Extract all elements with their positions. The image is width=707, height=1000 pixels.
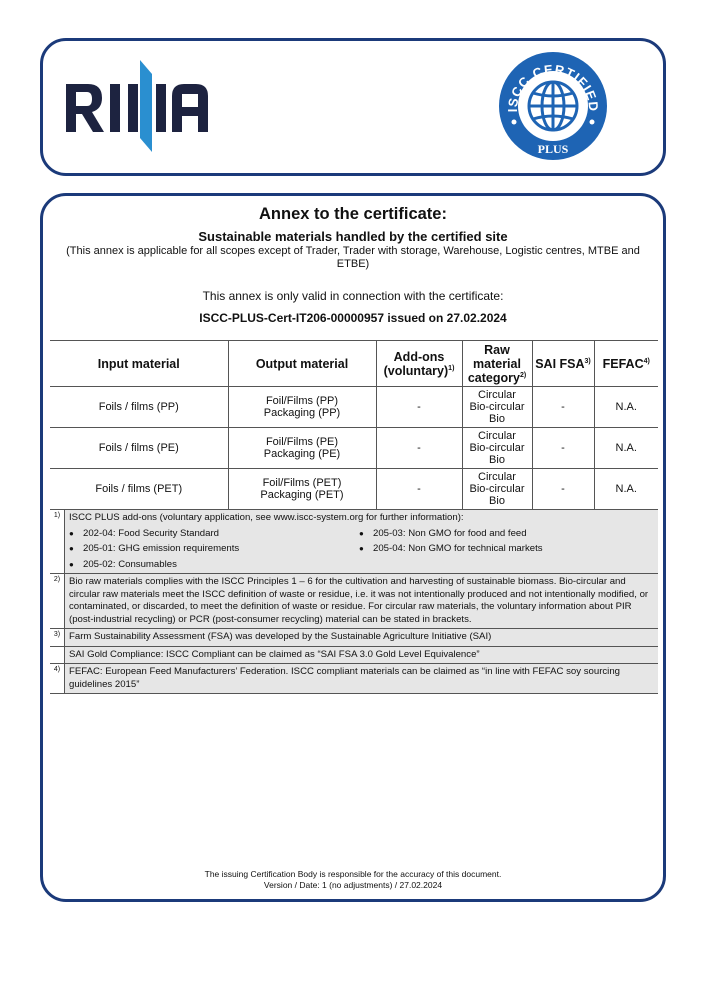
bullet-icon: ● — [359, 544, 364, 553]
valid-text: This annex is only valid in connection with the certificate: — [202, 289, 504, 303]
footer — [50, 869, 656, 891]
certificate-line: ISCC-PLUS-Cert-IT206-00000957 issued on 27.02.2024 — [199, 311, 507, 325]
cell-sai: - — [532, 428, 594, 469]
annex-subtitle: Sustainable materials handled by the certified site — [198, 229, 508, 244]
footer-responsibility: The issuing Certification Body is responsible for the accuracy of this document. — [204, 869, 502, 879]
table-row — [50, 428, 658, 469]
list-item: ● 205-03: Non GMO for food and feed — [359, 527, 527, 539]
footnote-4 — [50, 664, 658, 694]
cell-raw: Circular Bio-circular Bio — [462, 428, 532, 469]
cell-input: Foils / films (PET) — [50, 469, 228, 510]
list-item: ● 205-01: GHG emission requirements — [69, 543, 240, 554]
header-addons: Add-ons (voluntary)$^{1)}$ — [376, 341, 462, 387]
header-output-material: Output material — [228, 341, 376, 387]
logo-text: RINA — [64, 56, 67, 57]
footnote-text: Bio raw materials complies with the ISCC Principles 1 – 6 for the cultivation and harvesting of sustainable biomass. Bio-circular and circular raw materials meet the ISCC definition of waste or residue, i.e. it was not intentionally produced and not intentionally modified, or contaminated, or discarded, to meet the definition of waste or residue. For circular raw materials, the voluntary information about PIR (post-industrial recycling) or PCR (post-consumer recycling) material can be stated in brackets. — [65, 574, 658, 628]
cell-input: Foils / films (PP) — [50, 387, 228, 428]
cell-addons: - — [376, 387, 462, 428]
list-item: ● 202-04: Food Security Standard — [69, 527, 219, 539]
table-header-row — [50, 341, 658, 387]
cell-input: Foils / films (PE) — [50, 428, 228, 469]
footnotes — [50, 510, 658, 694]
footer-version: Version / Date: 1 (no adjustments) / 27.02.2024 — [263, 880, 443, 890]
addon-list — [69, 528, 654, 572]
footnote-2 — [50, 574, 658, 629]
footnote-text: SAI Gold Compliance: ISCC Compliant can be claimed as “SAI FSA 3.0 Gold Level Equivalence” — [65, 647, 658, 664]
cell-addons: - — [376, 469, 462, 510]
table-row — [50, 469, 658, 510]
materials-table — [50, 340, 658, 510]
bullet-icon: ● — [69, 559, 74, 569]
cell-addons: - — [376, 428, 462, 469]
footnote-number: 3) — [50, 629, 65, 646]
footnote-3b — [50, 647, 658, 665]
cell-raw: Circular Bio-circular Bio — [462, 387, 532, 428]
cell-raw: Circular Bio-circular Bio — [462, 469, 532, 510]
annex-title: Annex to the certificate: — [259, 205, 447, 223]
footnote-number: 1) — [50, 510, 65, 573]
header-raw-category: Raw material category$^{2)}$ — [462, 341, 532, 387]
rina-logo — [64, 56, 214, 156]
bullet-icon: ● — [359, 528, 364, 538]
cell-output: Foil/Films (PP) Packaging (PP) — [228, 387, 376, 428]
list-item: ● 205-02: Consumables — [69, 558, 177, 570]
bullet-icon: ● — [69, 544, 74, 553]
header-input-material: Input material — [50, 341, 228, 387]
cell-output: Foil/Films (PE) Packaging (PE) — [228, 428, 376, 469]
seal-text-top: ISCC CERTIFIED — [504, 61, 602, 113]
footnote-3 — [50, 629, 658, 647]
footnote-number: 2) — [50, 574, 65, 628]
footnote-text: Farm Sustainability Assessment (FSA) was developed by the Sustainable Agriculture Initiative (SAI) — [65, 629, 658, 646]
footnote-text: FEFAC: European Feed Manufacturers’ Federation. ISCC compliant materials can be claimed as “in line with FEFAC soy sourcing guidelines 2015” — [65, 664, 658, 693]
seal-text-bottom: PLUS — [537, 142, 569, 156]
iscc-certified-seal — [497, 50, 609, 162]
cell-fefac: N.A. — [594, 387, 658, 428]
cell-sai: - — [532, 469, 594, 510]
cell-sai: - — [532, 387, 594, 428]
header-sai-fsa: SAI FSA$^{3)}$ — [532, 341, 594, 387]
cell-output: Foil/Films (PET) Packaging (PET) — [228, 469, 376, 510]
list-item: ● 205-04: Non GMO for technical markets — [359, 543, 543, 554]
globe-icon — [529, 82, 577, 130]
footnote-number: 4) — [50, 664, 65, 693]
cell-fefac: N.A. — [594, 469, 658, 510]
cell-fefac: N.A. — [594, 428, 658, 469]
bullet-icon: ● — [69, 528, 74, 538]
footnote-1 — [50, 510, 658, 574]
table-row — [50, 387, 658, 428]
header-fefac: FEFAC$^{4)}$ — [594, 341, 658, 387]
annex-scope-note: (This annex is applicable for all scopes except of Trader, Trader with storage, Warehouse, Logistic centres, MTBE and ETBE) — [66, 245, 640, 270]
footnote-text: ISCC PLUS add-ons (voluntary application, see www.iscc-system.org for further information): — [69, 512, 464, 523]
